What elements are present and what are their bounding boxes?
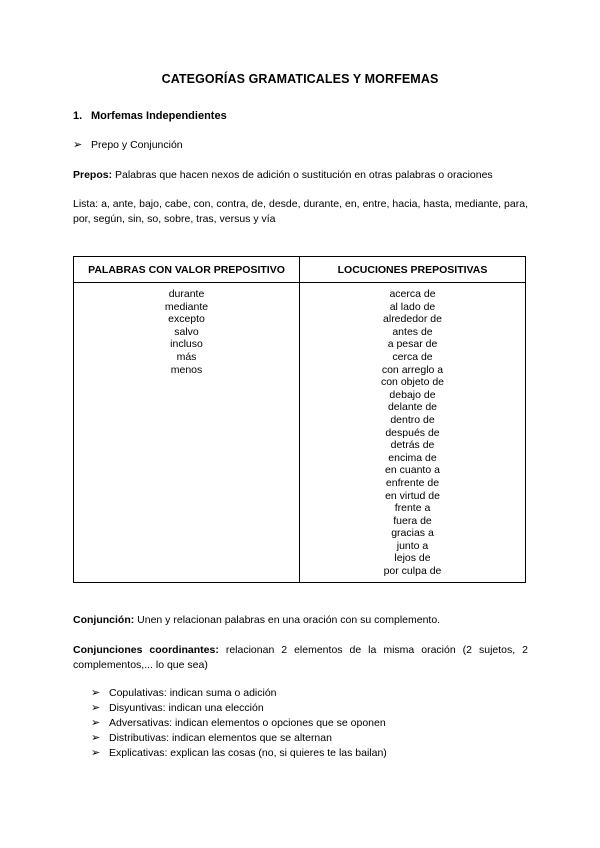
prepos-definition-text: Palabras que hacen nexos de adición o sustitución en otras palabras o oraciones xyxy=(112,169,493,181)
type-text: Distributivas: indican elementos que se alternan xyxy=(109,732,332,744)
page-title: CATEGORÍAS GRAMATICALES Y MORFEMAS xyxy=(161,72,439,86)
list-item xyxy=(91,701,529,716)
list-item: más xyxy=(176,350,197,363)
type-text: Adversativas: indican elementos o opciones que se oponen xyxy=(109,717,386,729)
list-item: debajo de xyxy=(389,388,436,401)
section-heading xyxy=(73,110,227,122)
prepos-term: Prepos: xyxy=(73,169,113,181)
conjuncion-term: Conjunción: xyxy=(73,614,135,626)
list-item: en cuanto a xyxy=(385,464,440,477)
list-item: gracias a xyxy=(391,527,434,540)
list-item: dentro de xyxy=(390,413,435,426)
list-item: acerca de xyxy=(389,288,436,300)
list-item: enfrente de xyxy=(385,476,440,489)
arrow-bullet-icon: ➢ xyxy=(91,732,101,744)
coordinantes-definition xyxy=(73,643,528,673)
list-item: detrás de xyxy=(390,439,435,452)
prepos-definition xyxy=(73,168,528,183)
list-item: junto a xyxy=(396,539,429,552)
table-header-prepositional-phrases: LOCUCIONES PREPOSITIVAS xyxy=(300,257,526,283)
list-item xyxy=(91,716,529,731)
list-item: fuera de xyxy=(393,514,432,527)
prepositive-words-cell xyxy=(74,283,300,583)
list-item: encima de xyxy=(388,451,437,464)
list-item: frente a xyxy=(394,502,431,515)
conjuncion-definition xyxy=(73,613,528,628)
coordinantes-definition-text: relacionan 2 elementos de la misma oración (2 sujetos, 2 complementos,... lo que sea) xyxy=(73,644,528,671)
subsection-label: Prepo y Conjunción xyxy=(91,139,183,151)
section-number: 1. xyxy=(73,110,83,122)
list-item: a pesar de xyxy=(387,338,438,351)
list-item: delante de xyxy=(387,401,438,414)
list-item: después de xyxy=(385,426,440,439)
coordinantes-term: Conjunciones coordinantes: xyxy=(73,644,219,656)
list-item: menos xyxy=(170,363,203,376)
type-text: Disyuntivas: indican una elección xyxy=(109,702,264,714)
list-item: alrededor de xyxy=(383,313,442,326)
list-item: excepto xyxy=(168,313,205,326)
type-text: Explicativas: explican las cosas (no, si quieres te las bailan) xyxy=(109,747,387,759)
list-item xyxy=(91,746,529,761)
list-item: salvo xyxy=(174,325,199,338)
list-item xyxy=(91,731,529,746)
table-header-prepositive-words: PALABRAS CON VALOR PREPOSITIVO xyxy=(74,257,300,283)
list-item: incluso xyxy=(170,338,203,351)
section-heading-text: Morfemas Independientes xyxy=(91,110,227,122)
list-item: al lado de xyxy=(389,300,436,313)
prepositions-table xyxy=(73,256,526,583)
list-item: con objeto de xyxy=(380,376,445,389)
list-item: lejos de xyxy=(394,552,431,565)
conjunction-types-list xyxy=(91,686,529,761)
arrow-bullet-icon: ➢ xyxy=(91,717,101,729)
list-item: antes de xyxy=(392,325,433,338)
arrow-bullet-icon: ➢ xyxy=(91,687,101,699)
arrow-bullet-icon: ➢ xyxy=(91,747,101,759)
list-item: durante xyxy=(168,288,205,300)
list-item: con arreglo a xyxy=(381,363,444,376)
type-text: Copulativas: indican suma o adición xyxy=(109,687,277,699)
list-item: mediante xyxy=(164,300,209,313)
conjuncion-definition-text: Unen y relacionan palabras en una oración con su complemento. xyxy=(134,614,441,626)
subsection-bullet xyxy=(73,139,183,151)
prepositional-phrases-cell xyxy=(300,283,526,583)
list-item: por culpa de xyxy=(383,565,442,578)
list-item: cerca de xyxy=(392,350,433,363)
list-item xyxy=(91,686,529,701)
arrow-bullet-icon: ➢ xyxy=(91,702,101,714)
arrow-bullet-icon: ➢ xyxy=(73,139,83,151)
list-item: en virtud de xyxy=(385,489,440,502)
prepositions-list: Lista: a, ante, bajo, cabe, con, contra, de, desde, durante, en, entre, hacia, hasta, mediante, para, por, según, sin, so, sobre, tras, versus y vía xyxy=(73,198,528,225)
